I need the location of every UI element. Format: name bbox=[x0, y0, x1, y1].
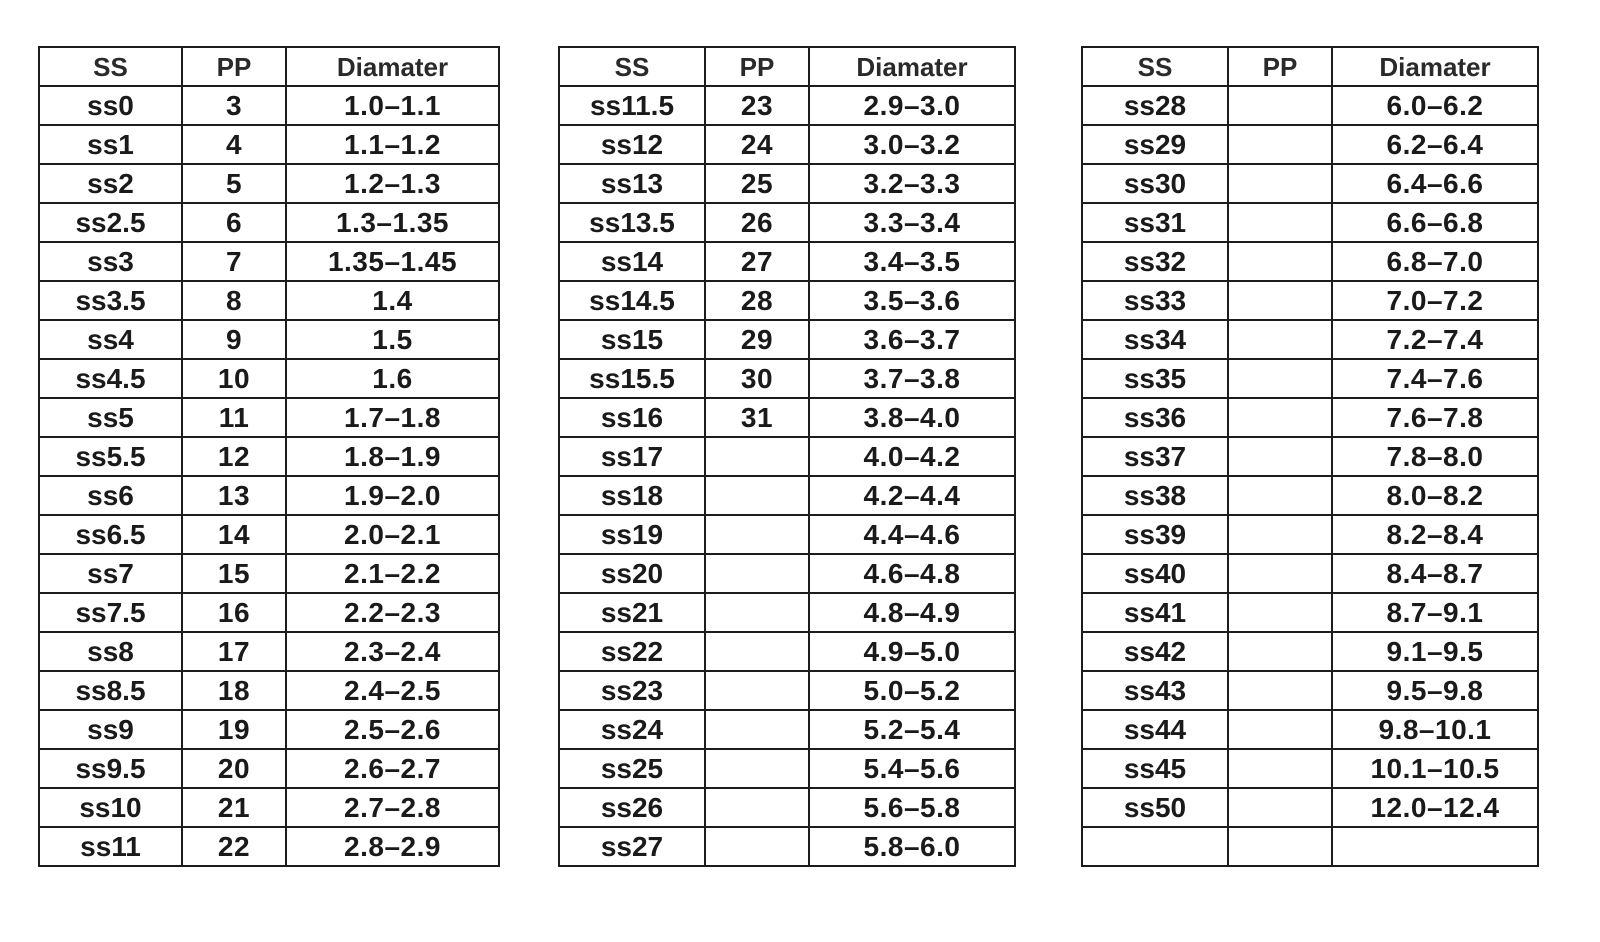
diameter-cell: 2.4–2.5 bbox=[286, 671, 499, 710]
table-row bbox=[1082, 398, 1538, 437]
table-row bbox=[559, 320, 1015, 359]
size-table-1 bbox=[38, 46, 500, 867]
table-row bbox=[39, 710, 499, 749]
pp-size-cell bbox=[705, 437, 809, 476]
table-row bbox=[39, 671, 499, 710]
ss-size-cell: ss38 bbox=[1082, 476, 1228, 515]
pp-size-cell bbox=[1228, 671, 1332, 710]
ss-size-cell: ss5 bbox=[39, 398, 182, 437]
pp-size-cell bbox=[1228, 320, 1332, 359]
pp-size-cell: 13 bbox=[182, 476, 286, 515]
table-row bbox=[39, 788, 499, 827]
ss-size-cell: ss4.5 bbox=[39, 359, 182, 398]
diameter-cell: 8.2–8.4 bbox=[1332, 515, 1538, 554]
table-row bbox=[1082, 710, 1538, 749]
header-diameter: Diamater bbox=[809, 47, 1015, 86]
pp-size-cell bbox=[1228, 632, 1332, 671]
ss-size-cell: ss40 bbox=[1082, 554, 1228, 593]
diameter-cell: 12.0–12.4 bbox=[1332, 788, 1538, 827]
pp-size-cell bbox=[1228, 437, 1332, 476]
table-header bbox=[559, 47, 1015, 86]
ss-size-cell: ss8 bbox=[39, 632, 182, 671]
table-row bbox=[39, 320, 499, 359]
diameter-cell: 7.0–7.2 bbox=[1332, 281, 1538, 320]
pp-size-cell: 18 bbox=[182, 671, 286, 710]
ss-size-cell: ss15.5 bbox=[559, 359, 705, 398]
ss-size-cell: ss6.5 bbox=[39, 515, 182, 554]
header-diameter: Diamater bbox=[1332, 47, 1538, 86]
diameter-cell: 5.2–5.4 bbox=[809, 710, 1015, 749]
diameter-cell: 3.5–3.6 bbox=[809, 281, 1015, 320]
ss-size-cell: ss13 bbox=[559, 164, 705, 203]
table-header bbox=[1082, 47, 1538, 86]
table-row bbox=[559, 515, 1015, 554]
ss-size-cell: ss29 bbox=[1082, 125, 1228, 164]
header-pp: PP bbox=[1228, 47, 1332, 86]
table-row bbox=[39, 281, 499, 320]
diameter-cell: 2.0–2.1 bbox=[286, 515, 499, 554]
pp-size-cell: 25 bbox=[705, 164, 809, 203]
diameter-cell: 3.3–3.4 bbox=[809, 203, 1015, 242]
ss-size-cell: ss2 bbox=[39, 164, 182, 203]
ss-size-cell: ss0 bbox=[39, 86, 182, 125]
pp-size-cell bbox=[705, 788, 809, 827]
diameter-cell: 3.6–3.7 bbox=[809, 320, 1015, 359]
ss-size-cell: ss10 bbox=[39, 788, 182, 827]
table-row bbox=[1082, 320, 1538, 359]
table-row bbox=[1082, 515, 1538, 554]
diameter-cell: 2.8–2.9 bbox=[286, 827, 499, 866]
table-row bbox=[39, 593, 499, 632]
ss-size-cell: ss9 bbox=[39, 710, 182, 749]
table-row bbox=[39, 86, 499, 125]
table-row bbox=[39, 515, 499, 554]
table-row bbox=[559, 788, 1015, 827]
table-row bbox=[1082, 125, 1538, 164]
table-row bbox=[39, 476, 499, 515]
pp-size-cell: 28 bbox=[705, 281, 809, 320]
table-row bbox=[1082, 86, 1538, 125]
diameter-cell: 9.5–9.8 bbox=[1332, 671, 1538, 710]
table-row bbox=[1082, 593, 1538, 632]
pp-size-cell: 10 bbox=[182, 359, 286, 398]
pp-size-cell: 9 bbox=[182, 320, 286, 359]
ss-size-cell: ss14 bbox=[559, 242, 705, 281]
diameter-cell: 5.4–5.6 bbox=[809, 749, 1015, 788]
pp-size-cell bbox=[705, 671, 809, 710]
table-row bbox=[1082, 437, 1538, 476]
diameter-cell: 9.1–9.5 bbox=[1332, 632, 1538, 671]
header-ss: SS bbox=[39, 47, 182, 86]
table-row bbox=[39, 398, 499, 437]
ss-size-cell: ss27 bbox=[559, 827, 705, 866]
diameter-cell: 2.3–2.4 bbox=[286, 632, 499, 671]
ss-size-cell: ss32 bbox=[1082, 242, 1228, 281]
pp-size-cell: 17 bbox=[182, 632, 286, 671]
table-row bbox=[1082, 671, 1538, 710]
ss-size-cell: ss11 bbox=[39, 827, 182, 866]
diameter-cell: 10.1–10.5 bbox=[1332, 749, 1538, 788]
pp-size-cell bbox=[1228, 476, 1332, 515]
ss-size-cell: ss28 bbox=[1082, 86, 1228, 125]
ss-size-cell: ss39 bbox=[1082, 515, 1228, 554]
table-body bbox=[559, 86, 1015, 866]
table-row bbox=[39, 125, 499, 164]
diameter-cell: 7.4–7.6 bbox=[1332, 359, 1538, 398]
ss-size-cell: ss43 bbox=[1082, 671, 1228, 710]
ss-size-cell: ss21 bbox=[559, 593, 705, 632]
ss-size-cell: ss30 bbox=[1082, 164, 1228, 203]
table-row bbox=[39, 632, 499, 671]
pp-size-cell bbox=[1228, 554, 1332, 593]
pp-size-cell bbox=[1228, 398, 1332, 437]
table-header bbox=[39, 47, 499, 86]
table-row bbox=[559, 164, 1015, 203]
pp-size-cell: 30 bbox=[705, 359, 809, 398]
ss-size-cell: ss12 bbox=[559, 125, 705, 164]
table-row bbox=[559, 281, 1015, 320]
diameter-cell: 2.5–2.6 bbox=[286, 710, 499, 749]
ss-size-cell: ss41 bbox=[1082, 593, 1228, 632]
pp-size-cell bbox=[1228, 593, 1332, 632]
header-pp: PP bbox=[705, 47, 809, 86]
diameter-cell: 7.6–7.8 bbox=[1332, 398, 1538, 437]
table-row bbox=[1082, 476, 1538, 515]
diameter-cell: 6.6–6.8 bbox=[1332, 203, 1538, 242]
diameter-cell: 1.35–1.45 bbox=[286, 242, 499, 281]
ss-size-cell: ss3 bbox=[39, 242, 182, 281]
pp-size-cell: 20 bbox=[182, 749, 286, 788]
diameter-cell: 3.4–3.5 bbox=[809, 242, 1015, 281]
ss-size-cell: ss7.5 bbox=[39, 593, 182, 632]
ss-size-cell: ss14.5 bbox=[559, 281, 705, 320]
ss-size-cell: ss8.5 bbox=[39, 671, 182, 710]
pp-size-cell bbox=[705, 710, 809, 749]
table-row bbox=[39, 164, 499, 203]
ss-size-cell: ss44 bbox=[1082, 710, 1228, 749]
table-row bbox=[39, 203, 499, 242]
table-row bbox=[39, 554, 499, 593]
pp-size-cell: 12 bbox=[182, 437, 286, 476]
ss-size-cell: ss2.5 bbox=[39, 203, 182, 242]
pp-size-cell: 8 bbox=[182, 281, 286, 320]
diameter-cell: 4.4–4.6 bbox=[809, 515, 1015, 554]
ss-size-cell: ss25 bbox=[559, 749, 705, 788]
table-row bbox=[39, 437, 499, 476]
ss-size-cell: ss31 bbox=[1082, 203, 1228, 242]
table-row bbox=[39, 827, 499, 866]
ss-size-cell: ss23 bbox=[559, 671, 705, 710]
ss-size-cell: ss45 bbox=[1082, 749, 1228, 788]
diameter-cell: 3.7–3.8 bbox=[809, 359, 1015, 398]
ss-size-cell: ss9.5 bbox=[39, 749, 182, 788]
diameter-cell: 3.0–3.2 bbox=[809, 125, 1015, 164]
diameter-cell: 4.6–4.8 bbox=[809, 554, 1015, 593]
ss-size-cell: ss42 bbox=[1082, 632, 1228, 671]
diameter-cell: 6.4–6.6 bbox=[1332, 164, 1538, 203]
diameter-cell: 2.7–2.8 bbox=[286, 788, 499, 827]
diameter-cell: 3.2–3.3 bbox=[809, 164, 1015, 203]
pp-size-cell bbox=[705, 632, 809, 671]
pp-size-cell bbox=[705, 515, 809, 554]
diameter-cell: 7.8–8.0 bbox=[1332, 437, 1538, 476]
pp-size-cell bbox=[705, 827, 809, 866]
ss-size-cell: ss20 bbox=[559, 554, 705, 593]
pp-size-cell bbox=[1228, 164, 1332, 203]
pp-size-cell: 7 bbox=[182, 242, 286, 281]
ss-size-cell: ss34 bbox=[1082, 320, 1228, 359]
pp-size-cell bbox=[1228, 749, 1332, 788]
ss-size-cell: ss33 bbox=[1082, 281, 1228, 320]
pp-size-cell: 26 bbox=[705, 203, 809, 242]
pp-size-cell bbox=[1228, 86, 1332, 125]
ss-size-cell: ss37 bbox=[1082, 437, 1228, 476]
pp-size-cell: 14 bbox=[182, 515, 286, 554]
table-row bbox=[559, 203, 1015, 242]
diameter-cell: 5.6–5.8 bbox=[809, 788, 1015, 827]
pp-size-cell bbox=[705, 593, 809, 632]
ss-size-cell bbox=[1082, 827, 1228, 866]
table-row bbox=[39, 242, 499, 281]
table-row bbox=[1082, 281, 1538, 320]
table-row bbox=[1082, 554, 1538, 593]
diameter-cell bbox=[1332, 827, 1538, 866]
ss-size-cell: ss26 bbox=[559, 788, 705, 827]
ss-size-cell: ss36 bbox=[1082, 398, 1228, 437]
ss-size-cell: ss18 bbox=[559, 476, 705, 515]
size-table-3 bbox=[1081, 46, 1539, 867]
table-row bbox=[559, 437, 1015, 476]
ss-size-cell: ss35 bbox=[1082, 359, 1228, 398]
ss-size-cell: ss7 bbox=[39, 554, 182, 593]
table-row bbox=[559, 827, 1015, 866]
diameter-cell: 4.8–4.9 bbox=[809, 593, 1015, 632]
pp-size-cell: 6 bbox=[182, 203, 286, 242]
table-row bbox=[559, 359, 1015, 398]
diameter-cell: 2.9–3.0 bbox=[809, 86, 1015, 125]
diameter-cell: 8.4–8.7 bbox=[1332, 554, 1538, 593]
diameter-cell: 5.8–6.0 bbox=[809, 827, 1015, 866]
ss-size-cell: ss19 bbox=[559, 515, 705, 554]
diameter-cell: 4.2–4.4 bbox=[809, 476, 1015, 515]
table-row bbox=[559, 125, 1015, 164]
pp-size-cell bbox=[1228, 203, 1332, 242]
diameter-cell: 1.1–1.2 bbox=[286, 125, 499, 164]
diameter-cell: 4.9–5.0 bbox=[809, 632, 1015, 671]
table-row bbox=[559, 671, 1015, 710]
table-row bbox=[559, 242, 1015, 281]
diameter-cell: 6.2–6.4 bbox=[1332, 125, 1538, 164]
table-row bbox=[559, 554, 1015, 593]
ss-size-cell: ss6 bbox=[39, 476, 182, 515]
pp-size-cell bbox=[1228, 281, 1332, 320]
pp-size-cell: 23 bbox=[705, 86, 809, 125]
pp-size-cell bbox=[1228, 359, 1332, 398]
pp-size-cell: 4 bbox=[182, 125, 286, 164]
pp-size-cell: 27 bbox=[705, 242, 809, 281]
header-diameter: Diamater bbox=[286, 47, 499, 86]
ss-size-cell: ss24 bbox=[559, 710, 705, 749]
ss-size-cell: ss3.5 bbox=[39, 281, 182, 320]
pp-size-cell bbox=[1228, 710, 1332, 749]
diameter-cell: 2.2–2.3 bbox=[286, 593, 499, 632]
pp-size-cell: 3 bbox=[182, 86, 286, 125]
diameter-cell: 1.7–1.8 bbox=[286, 398, 499, 437]
diameter-cell: 1.2–1.3 bbox=[286, 164, 499, 203]
pp-size-cell: 24 bbox=[705, 125, 809, 164]
pp-size-cell bbox=[1228, 125, 1332, 164]
diameter-cell: 9.8–10.1 bbox=[1332, 710, 1538, 749]
pp-size-cell: 16 bbox=[182, 593, 286, 632]
ss-size-cell: ss13.5 bbox=[559, 203, 705, 242]
diameter-cell: 8.0–8.2 bbox=[1332, 476, 1538, 515]
table-row bbox=[559, 398, 1015, 437]
table-row bbox=[1082, 632, 1538, 671]
diameter-cell: 6.0–6.2 bbox=[1332, 86, 1538, 125]
ss-size-cell: ss4 bbox=[39, 320, 182, 359]
table-row bbox=[559, 476, 1015, 515]
table-row bbox=[39, 749, 499, 788]
diameter-cell: 4.0–4.2 bbox=[809, 437, 1015, 476]
table-row bbox=[559, 632, 1015, 671]
table-row bbox=[559, 749, 1015, 788]
pp-size-cell bbox=[1228, 242, 1332, 281]
header-ss: SS bbox=[559, 47, 705, 86]
diameter-cell: 6.8–7.0 bbox=[1332, 242, 1538, 281]
table-row bbox=[39, 359, 499, 398]
diameter-cell: 1.4 bbox=[286, 281, 499, 320]
ss-size-cell: ss15 bbox=[559, 320, 705, 359]
table-body bbox=[1082, 86, 1538, 866]
ss-size-cell: ss5.5 bbox=[39, 437, 182, 476]
pp-size-cell: 21 bbox=[182, 788, 286, 827]
table-row bbox=[1082, 359, 1538, 398]
ss-size-cell: ss16 bbox=[559, 398, 705, 437]
pp-size-cell: 31 bbox=[705, 398, 809, 437]
table-row bbox=[559, 593, 1015, 632]
table-body bbox=[39, 86, 499, 866]
pp-size-cell: 19 bbox=[182, 710, 286, 749]
diameter-cell: 8.7–9.1 bbox=[1332, 593, 1538, 632]
pp-size-cell: 11 bbox=[182, 398, 286, 437]
pp-size-cell: 22 bbox=[182, 827, 286, 866]
table-row bbox=[1082, 164, 1538, 203]
table-row bbox=[1082, 749, 1538, 788]
header-pp: PP bbox=[182, 47, 286, 86]
table-row bbox=[1082, 203, 1538, 242]
diameter-cell: 2.1–2.2 bbox=[286, 554, 499, 593]
diameter-cell: 1.3–1.35 bbox=[286, 203, 499, 242]
size-table-2 bbox=[558, 46, 1016, 867]
pp-size-cell bbox=[1228, 788, 1332, 827]
ss-size-cell: ss11.5 bbox=[559, 86, 705, 125]
diameter-cell: 1.5 bbox=[286, 320, 499, 359]
diameter-cell: 3.8–4.0 bbox=[809, 398, 1015, 437]
diameter-cell: 1.0–1.1 bbox=[286, 86, 499, 125]
pp-size-cell: 29 bbox=[705, 320, 809, 359]
table-row bbox=[559, 86, 1015, 125]
diameter-cell: 1.8–1.9 bbox=[286, 437, 499, 476]
diameter-cell: 2.6–2.7 bbox=[286, 749, 499, 788]
diameter-cell: 7.2–7.4 bbox=[1332, 320, 1538, 359]
diameter-cell: 1.9–2.0 bbox=[286, 476, 499, 515]
ss-size-cell: ss50 bbox=[1082, 788, 1228, 827]
ss-size-cell: ss1 bbox=[39, 125, 182, 164]
pp-size-cell: 5 bbox=[182, 164, 286, 203]
pp-size-cell bbox=[705, 749, 809, 788]
table-row bbox=[1082, 788, 1538, 827]
pp-size-cell bbox=[1228, 515, 1332, 554]
table-row bbox=[559, 710, 1015, 749]
header-ss: SS bbox=[1082, 47, 1228, 86]
table-row bbox=[1082, 827, 1538, 866]
ss-size-cell: ss17 bbox=[559, 437, 705, 476]
pp-size-cell bbox=[1228, 827, 1332, 866]
pp-size-cell: 15 bbox=[182, 554, 286, 593]
diameter-cell: 1.6 bbox=[286, 359, 499, 398]
pp-size-cell bbox=[705, 554, 809, 593]
pp-size-cell bbox=[705, 476, 809, 515]
diameter-cell: 5.0–5.2 bbox=[809, 671, 1015, 710]
ss-size-cell: ss22 bbox=[559, 632, 705, 671]
table-row bbox=[1082, 242, 1538, 281]
